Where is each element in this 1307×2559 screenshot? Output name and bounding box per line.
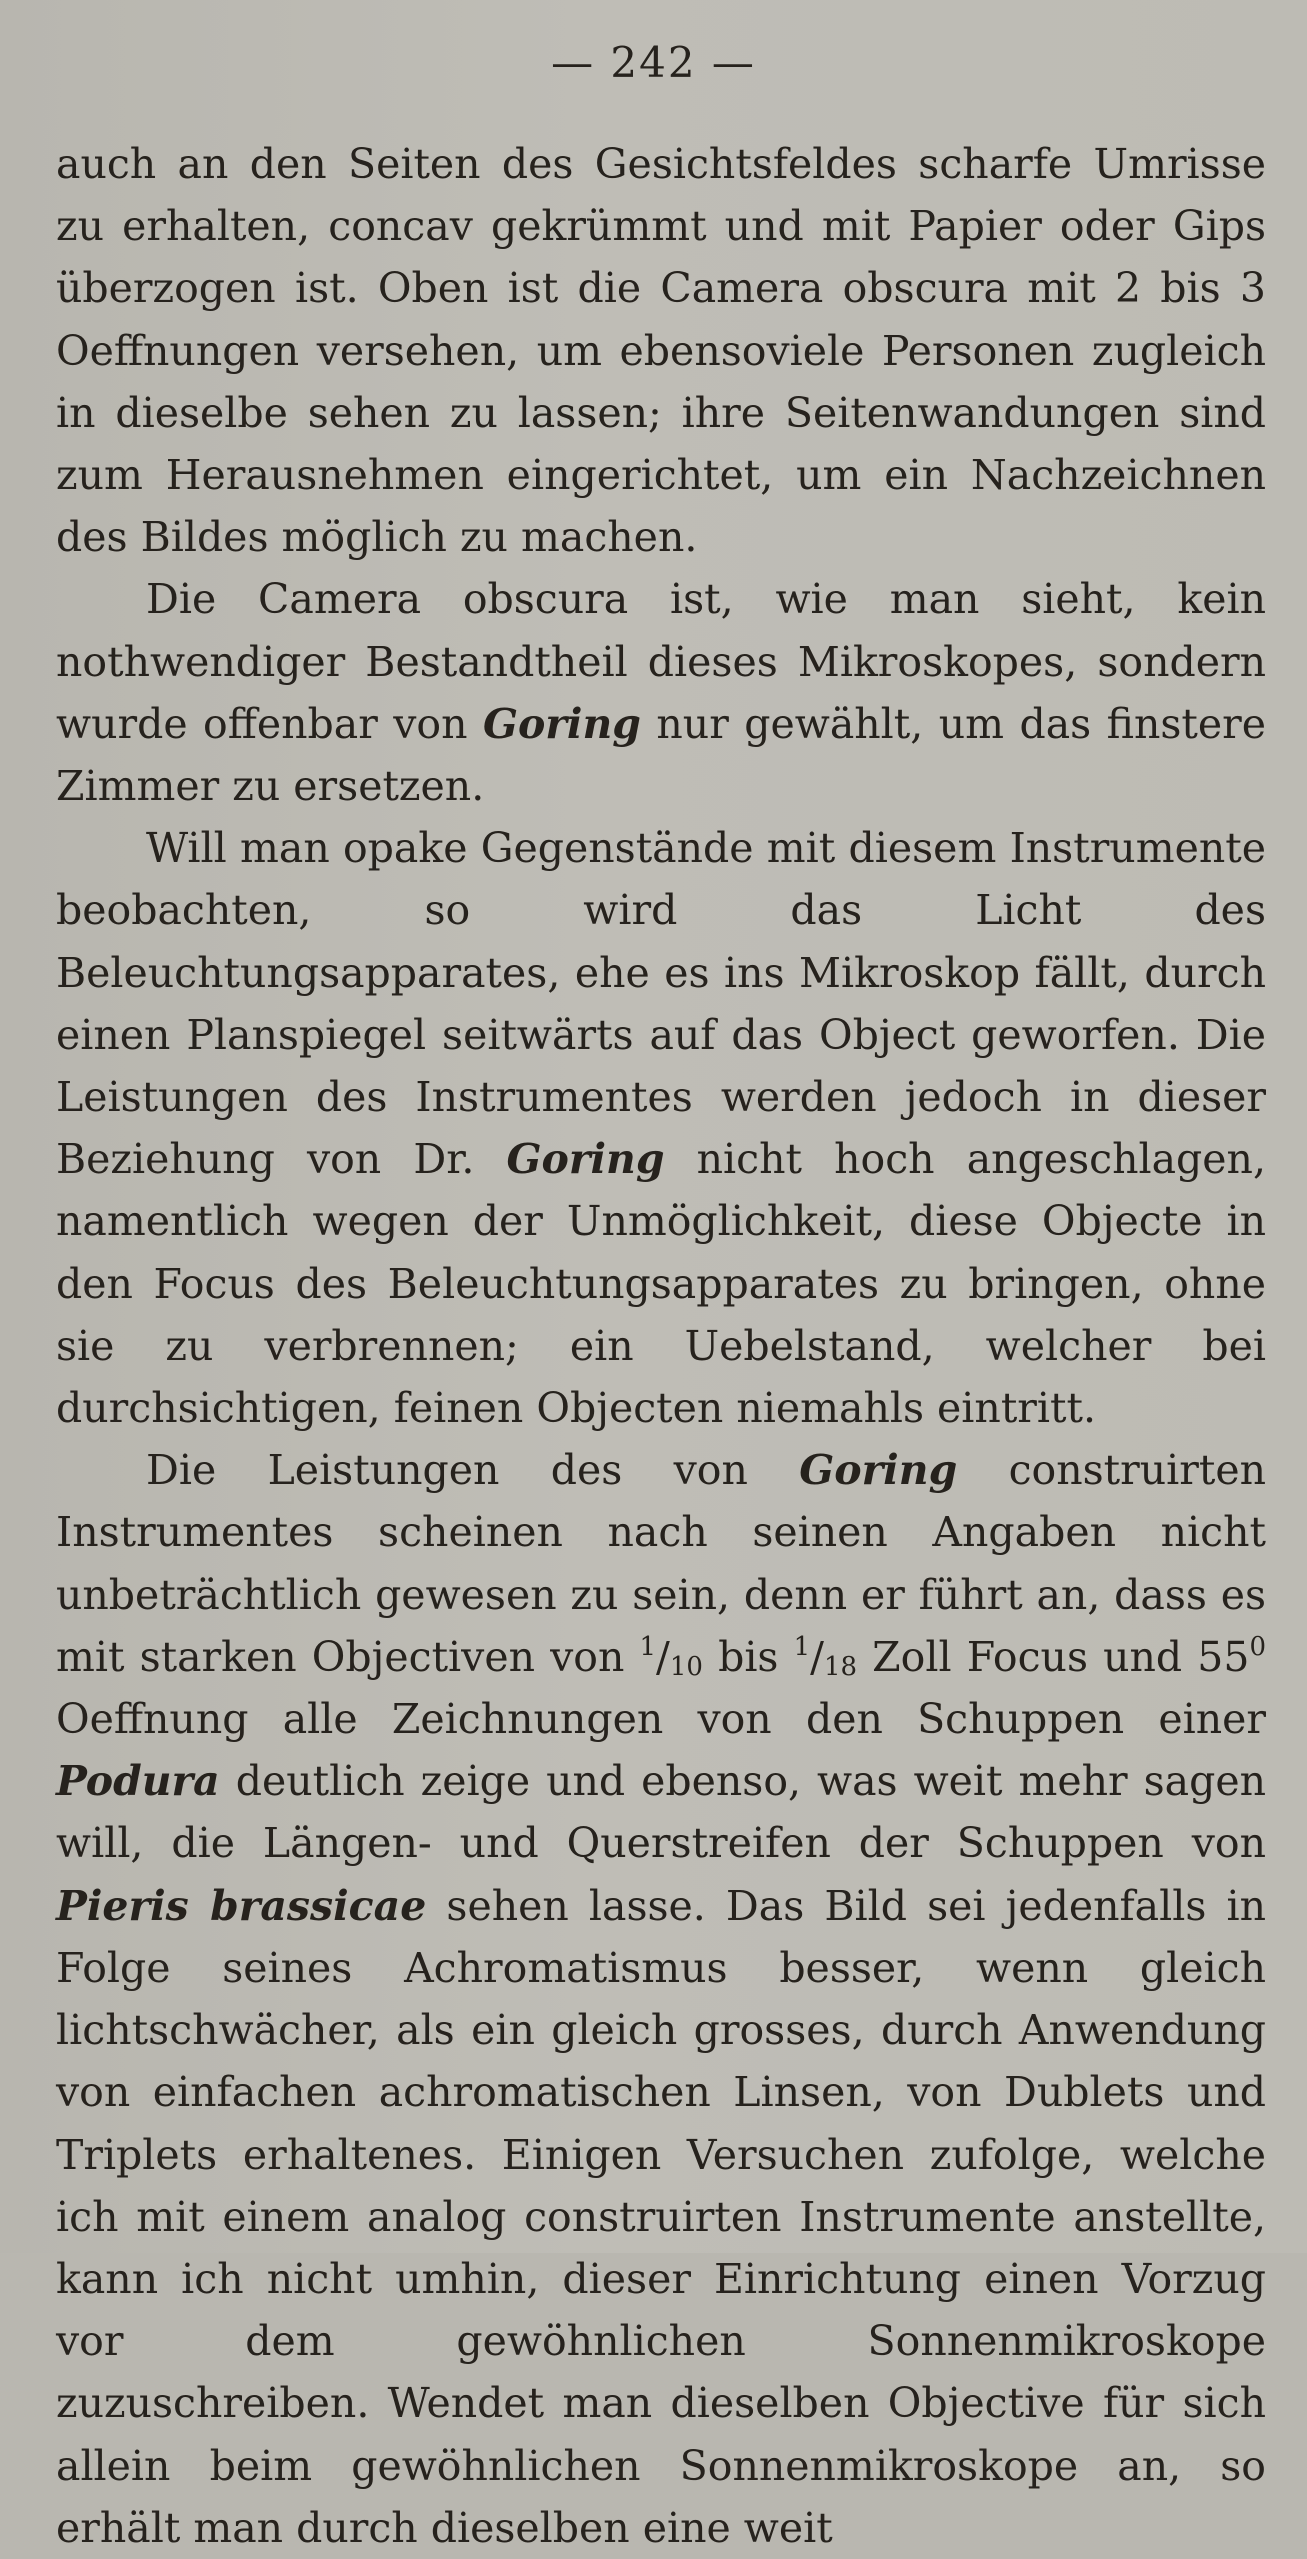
person-name-goring: Goring [799,1446,958,1495]
paragraph-4-text-6: deutlich zeige und ebenso, was weit mehr sagen will, die Längen- und Querstreifen der Schuppen von [56,1757,1266,1868]
paragraph-4-text-2: construirten Instrumentes scheinen nach seinen Angaben nicht unbeträchtlich gewesen zu sein, denn er führt an, dass es mit starken Objectiven von [56,1446,1266,1681]
page-body [56,133,1266,2559]
paragraph-2 [56,568,1266,817]
degree-sign: 0 [1249,1631,1266,1662]
paragraph-3-text-before: Will man opake Gegenstände mit diesem Instrumente beobachten, so wird das Licht des Beleuchtungsapparates, ehe es ins Mikroskop fällt, durch einen Planspiegel seitwärts auf das Object geworfen. Die Leistungen des Instrumentes werden jedoch in dieser Beziehung von Dr. [56,824,1266,1184]
paragraph-4-text-1: Die Leistungen des von [146,1446,800,1495]
fraction-2-denominator: 18 [823,1651,858,1682]
paragraph-4-text-4: Zoll Focus und 55 [857,1632,1250,1681]
paragraph-1: auch an den Seiten des Gesichtsfeldes scharfe Umrisse zu erhalten, concav gekrümmt und mit Papier oder Gips überzogen ist. Oben ist die Camera obscura mit 2 bis 3 Oeffnungen versehen, um ebensoviele Personen zugleich in dieselbe sehen zu lassen; ihre Seitenwandungen sind zum Herausnehmen eingerichtet, um ein Nachzeichnen des Bildes möglich zu machen. [56,140,1266,562]
page-number: — 242 — [551,38,756,87]
fraction-1-denominator: 10 [669,1651,703,1682]
fraction-1-numerator: 1 [639,1631,657,1662]
person-name-goring: Goring [482,699,641,748]
paragraph-3-text-after: nicht hoch angeschlagen, namentlich wegen der Unmöglichkeit, diese Objecte in den Focus des Beleuchtungsapparates zu bringen, ohne sie zu verbrennen; ein Uebelstand, welcher bei durchsichtigen, feinen Objecten niemahls eintritt. [56,1135,1266,1433]
paragraph-4-text-7: sehen lasse. Das Bild sei jedenfalls in Folge seines Achromatismus besser, wenn gleich lichtschwächer, als ein gleich grosses, durch Anwendung von einfachen achromatischen Linsen, von Dublets und Triplets erhaltenes. Einigen Versuchen zufolge, welche ich mit einem analog construirten Instrumente anstellte, kann ich nicht umhin, dieser Einrichtung einen Vorzug vor dem gewöhnlichen Sonnenmikroskope zuzuschreiben. Wendet man dieselben Objective für sich allein beim gewöhnlichen Sonnenmikroskope an, so erhält man durch dieselben eine weit [56,1881,1266,2552]
person-name-goring: Goring [506,1135,665,1184]
species-name-podura: Podura [56,1757,220,1806]
paragraph-3 [56,817,1266,1439]
paragraph-4: Die Leistungen des von Goring construirten Instrumentes scheinen nach seinen Angaben nicht unbeträchtlich gewesen zu sein, denn er führt an, dass es mit starken Objectiven von $^1/_{10}$ bis $^1/_{18}$ Zoll Focus und $55^0$ Oeffnung alle Zeichnungen von den Schuppen einer Podura deutlich zeige und ebenso, was weit mehr sagen will, die Längen- und Querstreifen der Schuppen von Pieris brassicae sehen lasse. Das Bild sei jedenfalls in Folge seines Achromatismus besser, wenn gleich lichtschwächer, als ein gleich grosses, durch Anwendung von einfachen achromatischen Linsen, von Dublets und Triplets erhaltenes. Einigen Versuchen zufolge, welche ich mit einem analog construirten Instrumente anstellte, kann ich nicht umhin, dieser Einrichtung einen Vorzug vor dem gewöhnlichen Sonnenmikroskope zuzuschreiben. Wendet man dieselben Objective für sich allein beim gewöhnlichen Sonnenmikroskope an, so erhält man durch dieselben eine weit [56,1446,1266,2552]
paragraph-2-text-before: Die Camera obscura ist, wie man sieht, kein nothwendiger Bestandtheil dieses Mikroskopes, sondern wurde offenbar von [56,575,1266,748]
paragraph-4-text-3: bis [702,1632,794,1681]
fraction-2-numerator: 1 [793,1631,811,1662]
paragraph-4-text-5: Oeffnung alle Zeichnungen von den Schuppen einer [56,1695,1266,1744]
species-name-pieris-brassicae: Pieris brassicae [56,1881,427,1930]
paragraph-2-text-after: nur gewählt, um das finstere Zimmer zu ersetzen. [56,699,1267,811]
